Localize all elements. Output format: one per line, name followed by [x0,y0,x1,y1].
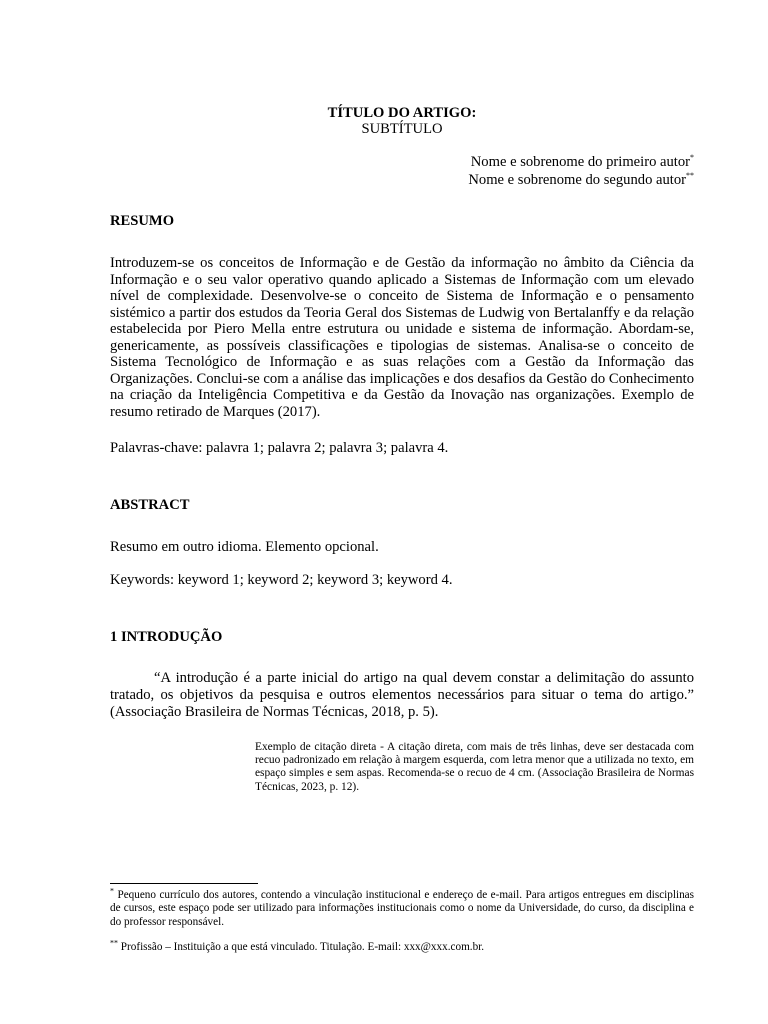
footnote-1-mark: * [110,886,114,896]
resumo-heading: RESUMO [110,213,175,229]
footnote-divider [110,883,258,884]
introducao-paragraph: “A introdução é a parte inicial do artigo na qual devem constar a delimitação do assunto tratado, os objetivos da pesquisa e outros elementos necessários para situar o tema do artigo.” (Associação Brasileira de Normas Técnicas, 2018, p. 5). [110,670,694,720]
block-quote: Exemplo de citação direta - A citação direta, com mais de três linhas, deve ser destacada com recuo padronizado em relação à margem esquerda, com letra menor que a utilizada no texto, em espaço simples e sem aspas. Recomenda-se o recuo de 4 cm. (Associação Brasileira de Normas Técnicas, 2023, p. 12). [255,741,694,793]
footnote-2-mark: ** [110,938,118,948]
author-second-name: Nome e sobrenome do segundo autor [468,172,686,188]
resumo-keywords: Palavras-chave: palavra 1; palavra 2; palavra 3; palavra 4. [110,440,449,456]
author-first-name: Nome e sobrenome do primeiro autor [470,154,690,170]
abstract-heading: ABSTRACT [110,497,190,513]
abstract-body: Resumo em outro idioma. Elemento opcional. [110,539,379,555]
resumo-body: Introduzem-se os conceitos de Informação e de Gestão da informação no âmbito da Ciência da Informação e o seu valor operativo quando aplicado a Sistemas de Informação com um elevado nível de complexidade. Desenvolve-se o conceito de Sistema de Informação e o pensamento sistémico a partir dos estudos da Teoria Geral dos Sistemas de Ludwig von Bertalanffy e da relação estabelecida por Piero Mella entre estrutura ou unidade e sistema de informação. Abordam-se, genericamente, as possíveis classificações e tipologias de sistemas. Analisa-se o conceito de Sistema Tecnológico de Informação e as suas relações com a Gestão da Informação das Organizações. Conclui-se com a análise das implicações e dos desafios da Gestão do Conhecimento na criação da Inteligência Competitiva e da Gestão da Inovação nas organizações. Exemplo de resumo retirado de Marques (2017). [110,255,694,420]
author-second [300,172,694,188]
article-subtitle: SUBTÍTULO [361,121,443,137]
footnote-1 [110,886,695,929]
footnote-2 [110,938,694,954]
abstract-keywords: Keywords: keyword 1; keyword 2; keyword 3; keyword 4. [110,572,453,588]
author-first-mark: * [690,153,694,163]
author-first [300,154,694,170]
footnote-2-text: Profissão – Instituição a que está vinculado. Titulação. E-mail: xxx@xxx.com.br. [120,941,485,953]
footnote-1-text: Pequeno currículo dos autores, contendo a vinculação institucional e endereço de e-mail. Para artigos entregues em disciplinas de cursos, este espaço pode ser utilizado para informações institucionais como o nome da Universidade, do curso, da disciplina e do professor responsável. [110,889,695,928]
author-second-mark: ** [686,171,694,181]
article-title: TÍTULO DO ARTIGO: [327,105,477,121]
introducao-heading: 1 INTRODUÇÃO [110,629,223,645]
